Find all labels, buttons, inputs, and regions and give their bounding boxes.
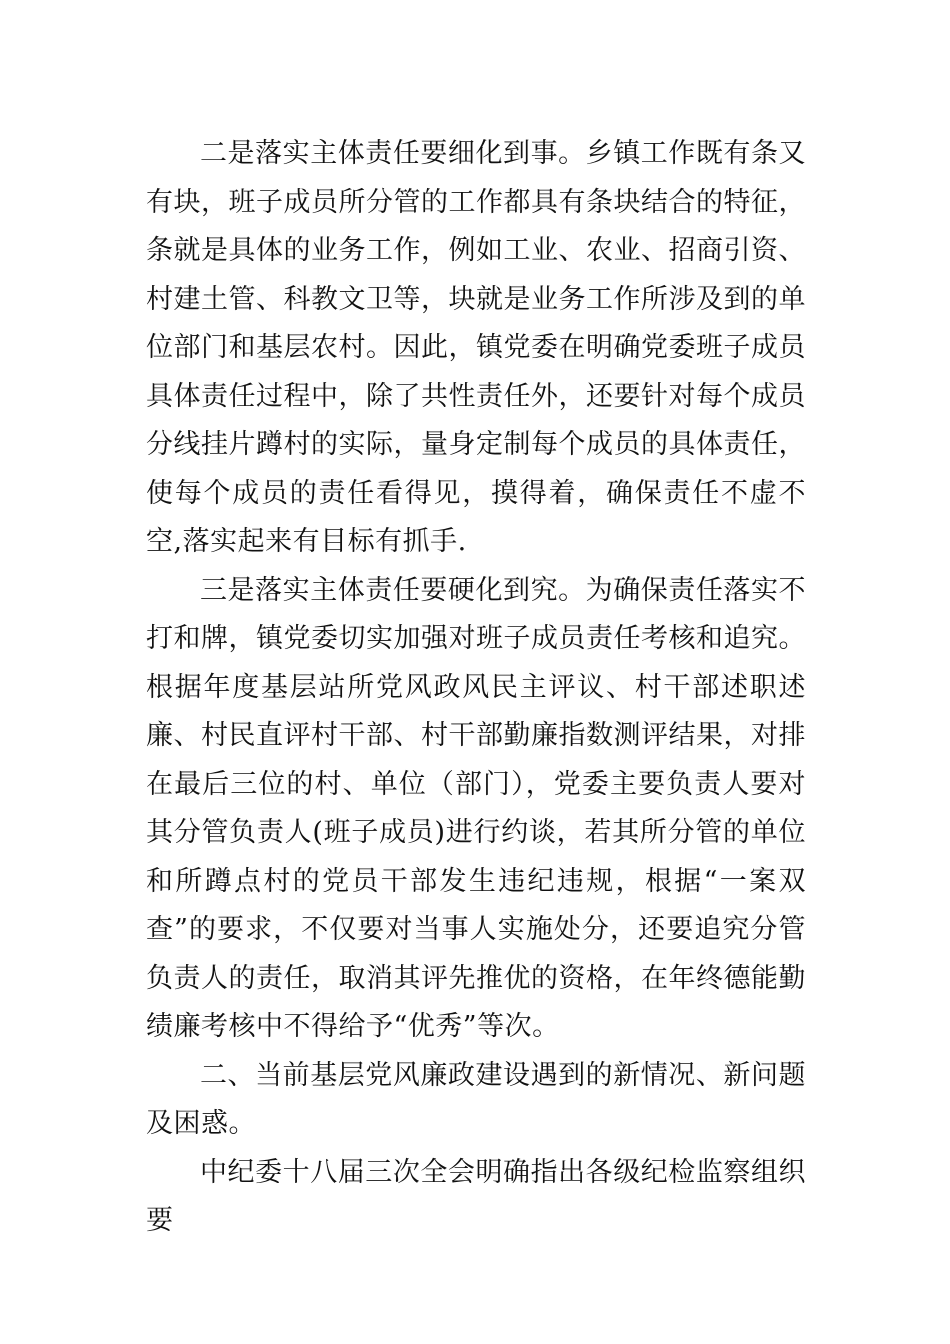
- paragraph-1: 二是落实主体责任要细化到事。乡镇工作既有条又有块，班子成员所分管的工作都具有条块结合的特征，条就是具体的业务工作，例如工业、农业、招商引资、村建土管、科教文卫等，块就是业务工作所涉及到的单位部门和基层农村。因此，镇党委在明确党委班子成员具体责任过程中，除了共性责任外，还要针对每个成员分线挂片蹲村的实际，量身定制每个成员的具体责任，使每个成员的责任看得见，摸得着，确保责任不虚不空,落实起来有目标有抓手.: [146, 138, 806, 557]
- document-body: [146, 130, 806, 1246]
- section-heading-2: 二、当前基层党风廉政建设遇到的新情况、新问题及困惑。: [146, 1059, 806, 1139]
- paragraph-3: 中纪委十八届三次全会明确指出各级纪检监察组织要: [146, 1156, 806, 1236]
- paragraph-2: 三是落实主体责任要硬化到究。为确保责任落实不打和牌，镇党委切实加强对班子成员责任考核和追究。根据年度基层站所党风政风民主评议、村干部述职述廉、村民直评村干部、村干部勤廉指数测评结果，对排在最后三位的村、单位（部门），党委主要负责人要对其分管负责人(班子成员)进行约谈，若其所分管的单位和所蹲点村的党员干部发生违纪违规，根据“一案双查”的要求，不仅要对当事人实施处分，还要追究分管负责人的责任，取消其评先推优的资格，在年终德能勤绩廉考核中不得给予“优秀”等次。: [146, 574, 806, 1042]
